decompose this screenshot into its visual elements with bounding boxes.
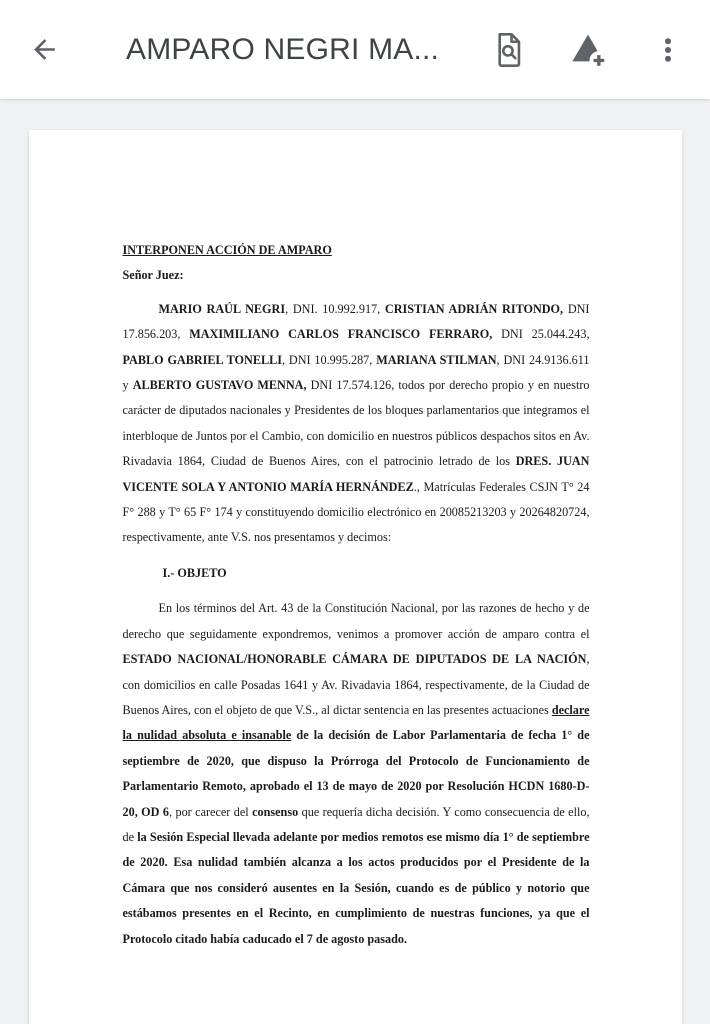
document-title: AMPARO NEGRI MA...	[126, 32, 440, 66]
add-to-drive-icon	[568, 30, 608, 70]
doc-parties-paragraph: MARIO RAÚL NEGRI, DNI. 10.992.917, CRISTIAN ADRIÁN RITONDO, DNI 17.856.203, MAXIMILIANO CARLOS FRANCISCO FERRARO, DNI 25.044.243, PABLO GABRIEL TONELLI, DNI 10.995.287, MARIANA STILMAN, DNI 24.9136.611 y ALBERTO GUSTAVO MENNA, DNI 17.574.126, todos por derecho propio y en nuestro carácter de diputados nacionales y Presidentes de los bloques parlamentarios que integramos el interbloque de Juntos por el Cambio, con domicilio en nuestros públicos despachos sitos en Av. Rivadavia 1864, Ciudad de Buenos Aires, con el patrocinio letrado de los DRES. JUAN VICENTE SOLA Y ANTONIO MARÍA HERNÁNDEZ., Matrículas Federales CSJN T° 24 F° 288 y T° 65 F° 174 y constituyendo domicilio electrónico en 20085213203 y 20264820724, respectivamente, ante V.S. nos presentamos y decimos:	[122, 301, 590, 545]
doc-objeto-paragraph: En los términos del Art. 43 de la Constitución Nacional, por las razones de hecho y de derecho que seguidamente expondremos, venimos a promover acción de amparo contra el ESTADO NACIONAL/HONORABLE CÁMARA DE DIPUTADOS DE LA NACIÓN, con domicilios en calle Posadas 1641 y Av. Rivadavia 1864, respectivamente, de la Ciudad de Buenos Aires, con el objeto de que V.S., al dictar sentencia en las presentes actuaciones declare la nulidad absoluta e insanable de la decisión de Labor Parlamentaria de fecha 1° de septiembre de 2020, que dispuso la Prórroga del Protocolo de Funcionamiento de Parlamentario Remoto, aprobado el 13 de mayo de 2020 por Resolución HCDN 1680-D-20, OD 6, por carecer del consenso que requería dicha decisión. Y como consecuencia de ello, de la Sesión Especial llevada adelante por medios remotos ese mismo día 1° de septiembre de 2020. Esa nulidad también alcanza a los actos producidos por el Presidente de la Cámara que nos consideró ausentes en la Sesión, cuando es de público y notorio que estábamos presentes en el Recinto, en cumplimiento de nuestras funciones, ya que el Protocolo citado había caducado el 7 de agosto pasado.	[122, 601, 590, 946]
document-body	[123, 238, 590, 952]
more-vertical-icon	[653, 35, 683, 65]
document-page	[29, 130, 682, 1024]
overflow-menu-button[interactable]	[644, 26, 692, 74]
app-bar-actions	[484, 26, 692, 74]
back-button[interactable]	[20, 26, 68, 74]
doc-salutation: Señor Juez:	[122, 268, 184, 283]
doc-main-heading: INTERPONEN ACCIÓN DE AMPARO	[122, 243, 332, 257]
app-bar	[0, 0, 710, 99]
back-arrow-icon	[29, 34, 60, 65]
find-in-document-button[interactable]	[484, 26, 532, 74]
doc-section-heading-objeto: I.- OBJETO	[162, 565, 227, 580]
add-to-drive-button[interactable]	[564, 26, 612, 74]
document-scroll-area[interactable]	[0, 99, 710, 1024]
find-in-document-icon	[492, 30, 525, 70]
